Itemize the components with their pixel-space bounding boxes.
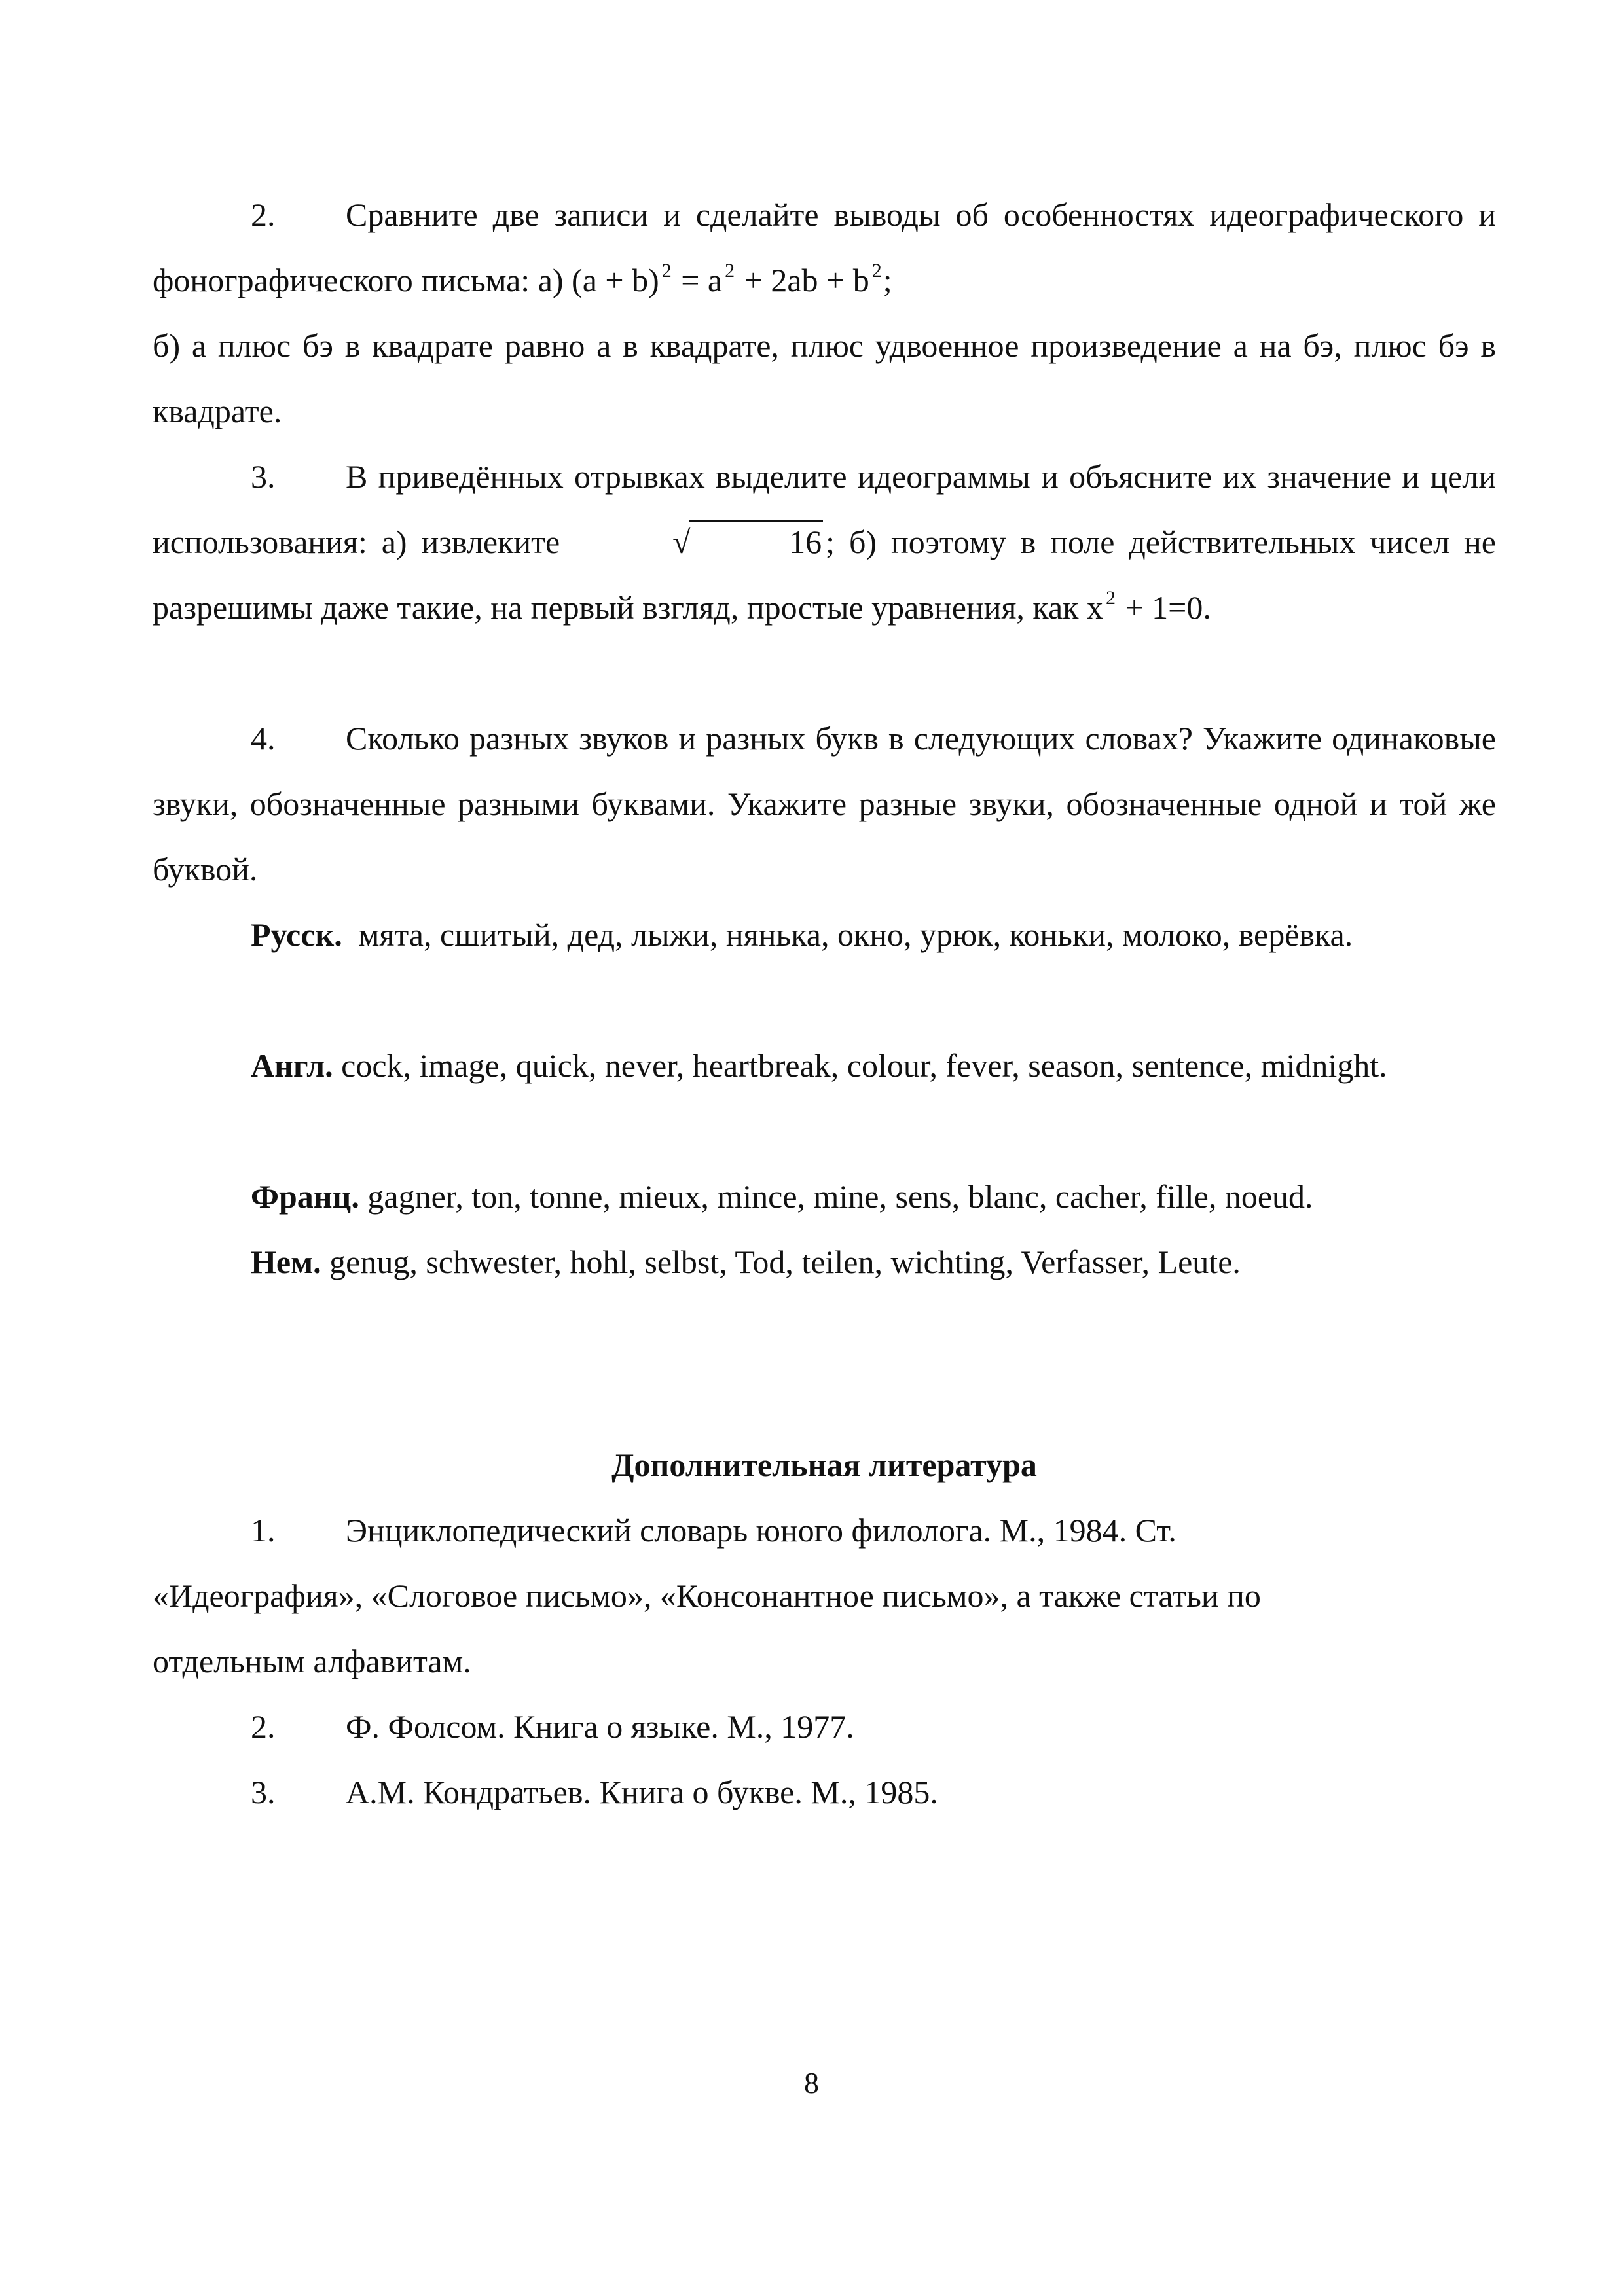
- task-3-number: 3.: [251, 458, 276, 495]
- russian-words-paragraph: [153, 902, 1496, 967]
- literature-item-1-text-2: «Идеография», «Слоговое письмо», «Консонантное письмо», а также статьи по: [153, 1577, 1261, 1614]
- task-2-text-c: + 2ab + b: [736, 262, 869, 298]
- task-4-number: 4.: [251, 720, 276, 757]
- french-words-paragraph: [153, 1164, 1496, 1229]
- russian-words: мята, сшитый, дед, лыжи, нянька, окно, урюк, коньки, молоко, верёвка.: [358, 916, 1353, 953]
- radicand: 16: [689, 520, 823, 562]
- task-2-text-d: ;: [883, 262, 892, 298]
- task-4-paragraph: [153, 706, 1496, 902]
- literature-item-1-text-3: отдельным алфавитам.: [153, 1643, 471, 1679]
- german-words: genug, schwester, hohl, selbst, Tod, teilen, wichting, Verfasser, Leute.: [329, 1244, 1241, 1280]
- english-label: Англ.: [251, 1047, 333, 1084]
- literature-item-1-line-1: [153, 1498, 1496, 1563]
- task-3-text-b: ; б) поэтому в поле действительных чисел не разрешимы даже такие, на первый взгляд, простые уравнения, как x: [153, 524, 1496, 626]
- task-3-paragraph: [153, 444, 1496, 640]
- literature-item-1-number: 1.: [251, 1512, 276, 1549]
- task-2-sup-1: 2: [661, 260, 672, 281]
- page-number: 8: [804, 2066, 819, 2100]
- literature-item-3-text: А.М. Кондратьев. Книга о букве. М., 1985.: [346, 1774, 938, 1810]
- task-3-text-a: В приведённых отрывках выделите идеограммы и объясните их значение и цели использования: а) извлеките: [153, 458, 1496, 560]
- task-4-text: Сколько разных звуков и разных букв в следующих словах? Укажите одинаковые звуки, обозначенные разными буквами. Укажите разные звуки, обозначенные одной и той же буквой.: [153, 720, 1496, 888]
- literature-item-2-text: Ф. Фолсом. Книга о языке. М., 1977.: [346, 1708, 854, 1745]
- task-2-line-b-text: б) а плюс бэ в квадрате равно а в квадрате, плюс удвоенное произведение а на бэ, плюс бэ в квадрате.: [153, 327, 1496, 429]
- task-2-sup-3: 2: [871, 260, 882, 281]
- literature-item-3-number: 3.: [251, 1774, 276, 1810]
- literature-item-1-line-2: [153, 1563, 1496, 1628]
- german-words-paragraph: [153, 1229, 1496, 1295]
- french-label: Франц.: [251, 1178, 359, 1215]
- task-2-text-a: Сравните две записи и сделайте выводы об особенностях идеографического и фонографического письма: а) (a + b): [153, 196, 1496, 298]
- literature-item-1-text-1: Энциклопедический словарь юного филолога. М., 1984. Ст.: [346, 1512, 1176, 1549]
- english-words-paragraph: [153, 1033, 1496, 1098]
- task-3-sup: 2: [1105, 587, 1116, 609]
- literature-item-3: [153, 1759, 1496, 1825]
- literature-item-1-line-3: [153, 1628, 1496, 1694]
- english-words: cock, image, quick, never, heartbreak, colour, fever, season, sentence, midnight.: [341, 1047, 1387, 1084]
- radical-sign: √: [672, 524, 691, 560]
- task-2-number: 2.: [251, 196, 276, 233]
- sqrt-expression: [574, 509, 823, 575]
- task-2-sup-2: 2: [725, 260, 735, 281]
- russian-label: Русск.: [251, 916, 342, 953]
- literature-item-2-number: 2.: [251, 1708, 276, 1745]
- literature-item-2: [153, 1694, 1496, 1759]
- french-words: gagner, ton, tonne, mieux, mince, mine, sens, blanc, cacher, fille, noeud.: [367, 1178, 1313, 1215]
- literature-heading: Дополнительная литература: [611, 1446, 1037, 1483]
- task-2-text-b: = a: [672, 262, 723, 298]
- task-2-line-b: [153, 313, 1496, 444]
- german-label: Нем.: [251, 1244, 321, 1280]
- task-2-paragraph: [153, 182, 1496, 313]
- task-3-text-c: + 1=0.: [1116, 589, 1211, 626]
